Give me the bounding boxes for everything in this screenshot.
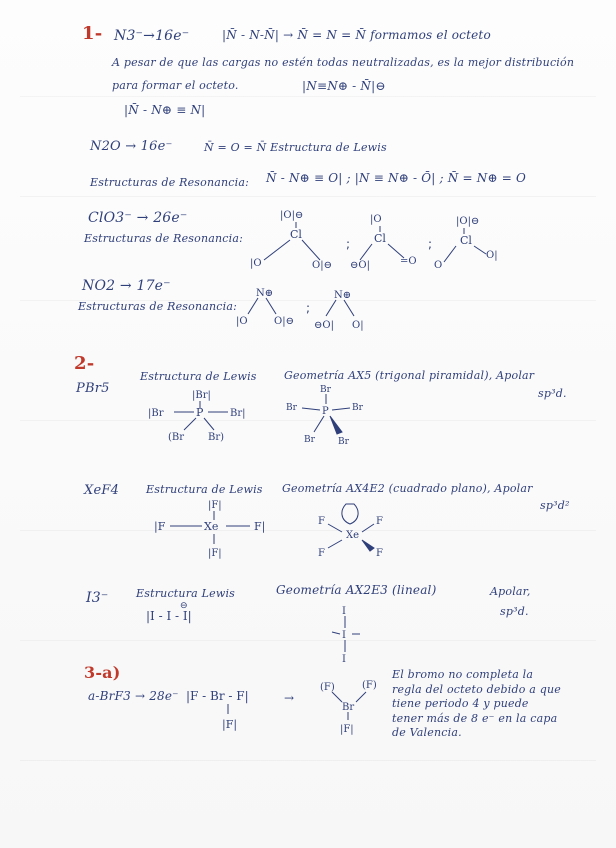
- svg-text:=O: =O: [400, 256, 417, 267]
- svg-text:;: ;: [306, 301, 311, 315]
- svg-text:F: F: [318, 548, 325, 559]
- clo3-resonance-label: Estructuras de Resonancia:: [84, 232, 244, 245]
- svg-text:Br: Br: [338, 437, 349, 447]
- svg-text:O|⊖: O|⊖: [312, 260, 332, 271]
- no2-electron-count: NO2 → 17e⁻: [82, 278, 171, 294]
- azide-resonance-a: |N≡N⊕ - N̄|⊖: [302, 79, 386, 93]
- svg-text:Cl: Cl: [460, 234, 472, 247]
- azide-note-line-2: para formar el octeto.: [112, 79, 239, 92]
- svg-text:I: I: [342, 630, 346, 641]
- svg-text:P: P: [196, 406, 204, 419]
- i3-formula: I3⁻: [86, 590, 109, 606]
- brf3-octet-note: El bromo no completa la regla del octeto debido a que tiene periodo 4 y puede tener más de 8 e⁻ en la capa de Valencia.: [392, 668, 561, 740]
- svg-text:I: I: [342, 654, 346, 665]
- svg-text:F: F: [376, 548, 383, 559]
- svg-text:F|: F|: [254, 520, 266, 533]
- svg-text:|O: |O: [370, 214, 382, 225]
- pbr5-formula: PBr5: [76, 381, 110, 396]
- svg-text:N⊕: N⊕: [256, 288, 274, 299]
- svg-text:|F: |F: [154, 520, 166, 533]
- brf3-lewis-sketch: [186, 680, 282, 732]
- i3-lewis-title: Estructura Lewis: [136, 587, 236, 600]
- clo3-electron-count: ClO3⁻ → 26e⁻: [88, 210, 188, 226]
- brf3-electron-count: a-BrF3 → 28e⁻: [88, 689, 179, 703]
- svg-text:O: O: [434, 260, 443, 271]
- svg-text:N⊕: N⊕: [334, 290, 352, 301]
- svg-text:|F|: |F|: [208, 548, 222, 559]
- pbr5-lewis-sketch: [140, 386, 270, 444]
- svg-text:|Br: |Br: [148, 408, 164, 419]
- i3-polarity: Apolar,: [490, 585, 531, 598]
- svg-text:|O: |O: [250, 258, 262, 269]
- azide-lewis-structure: |N̄ - N-N̄| → N̄ = N = N̄ formamos el octeto: [222, 28, 491, 42]
- svg-text:|F|: |F|: [222, 718, 238, 731]
- svg-text:Br): Br): [208, 432, 225, 443]
- n2o-electron-count: N2O → 16e⁻: [90, 139, 173, 154]
- svg-text:⊖O|: ⊖O|: [350, 260, 370, 271]
- svg-text:|F|: |F|: [340, 724, 354, 735]
- pbr5-lewis-title: Estructura de Lewis: [140, 370, 257, 383]
- n2o-resonance-label: Estructuras de Resonancia:: [90, 176, 250, 189]
- azide-resonance-b: |N̄ - N⊕ ≡ N|: [124, 103, 206, 117]
- xef4-lewis-sketch: [150, 496, 280, 560]
- svg-text:|O: |O: [236, 316, 248, 327]
- svg-text:Br: Br: [342, 702, 355, 713]
- section-2-number: 2-: [74, 353, 95, 374]
- xef4-hybridization: sp³d²: [540, 499, 570, 512]
- section-3-number: 3-a): [84, 663, 121, 682]
- xef4-geometry-sketch: [316, 500, 396, 560]
- i3-geometry: Geometría AX2E3 (lineal): [276, 583, 437, 597]
- section-1-number: 1-: [82, 23, 103, 44]
- i3-lewis-sketch: [146, 601, 236, 628]
- svg-text:Br|: Br|: [230, 408, 246, 419]
- i3-hybridization: sp³d.: [500, 605, 529, 618]
- svg-text:;: ;: [428, 237, 433, 251]
- n2o-resonance-structures: N̄ - N⊕ ≡ O| ; |N ≡ N⊕ - Ō| ; N̄ = N⊕ = O: [266, 171, 527, 185]
- xef4-lewis-title: Estructura de Lewis: [146, 483, 263, 496]
- no2-resonance-label: Estructuras de Resonancia:: [78, 300, 238, 313]
- svg-text:Br: Br: [352, 403, 363, 413]
- svg-text:|O|⊖: |O|⊖: [280, 210, 304, 221]
- svg-text:Cl: Cl: [374, 232, 386, 245]
- pbr5-geometry-sketch: [286, 382, 382, 446]
- pbr5-hybridization: sp³d.: [538, 387, 567, 400]
- svg-text:F: F: [376, 516, 383, 527]
- svg-text:|Br|: |Br|: [192, 390, 211, 401]
- xef4-formula: XeF4: [84, 483, 120, 498]
- i3-geometry-sketch: [326, 606, 366, 664]
- brf3-arrow: →: [284, 691, 295, 705]
- xef4-geometry: Geometría AX4E2 (cuadrado plano), Apolar: [282, 482, 533, 495]
- svg-text:O|: O|: [352, 320, 364, 331]
- svg-text:(F): (F): [362, 680, 377, 691]
- svg-text:Br: Br: [286, 403, 297, 413]
- svg-text:|F - Br - F|: |F - Br - F|: [186, 689, 249, 703]
- svg-text:Xe: Xe: [204, 520, 219, 533]
- svg-text:|O|⊖: |O|⊖: [456, 216, 480, 227]
- svg-text:(Br: (Br: [168, 432, 185, 443]
- svg-text:Xe: Xe: [346, 530, 360, 541]
- svg-text:|F|: |F|: [208, 500, 222, 511]
- clo3-resonance-sketch: [250, 208, 510, 270]
- no2-resonance-sketch: [236, 284, 376, 332]
- svg-text:Br: Br: [320, 385, 331, 395]
- n2o-lewis-structure: N̄ = O = N̄ Estructura de Lewis: [204, 141, 387, 154]
- azide-electron-count: N3⁻→16e⁻: [114, 28, 190, 44]
- svg-text:;: ;: [346, 237, 351, 251]
- brf3-geometry-sketch: [312, 676, 388, 736]
- svg-text:Br: Br: [304, 435, 315, 445]
- svg-text:Cl: Cl: [290, 228, 302, 241]
- svg-text:O|: O|: [486, 250, 498, 261]
- svg-text:P: P: [322, 406, 329, 417]
- svg-text:|I - I - I|: |I - I - I|: [146, 609, 192, 623]
- svg-text:⊖: ⊖: [180, 601, 188, 611]
- svg-text:I: I: [342, 606, 346, 617]
- svg-text:F: F: [318, 516, 325, 527]
- azide-note-line-1: A pesar de que las cargas no estén todas neutralizadas, es la mejor distribución: [112, 56, 575, 69]
- svg-text:⊖O|: ⊖O|: [314, 320, 334, 331]
- svg-text:O|⊖: O|⊖: [274, 316, 294, 327]
- pbr5-geometry: Geometría AX5 (trigonal piramidal), Apolar: [284, 369, 535, 382]
- svg-text:(F): (F): [320, 682, 335, 693]
